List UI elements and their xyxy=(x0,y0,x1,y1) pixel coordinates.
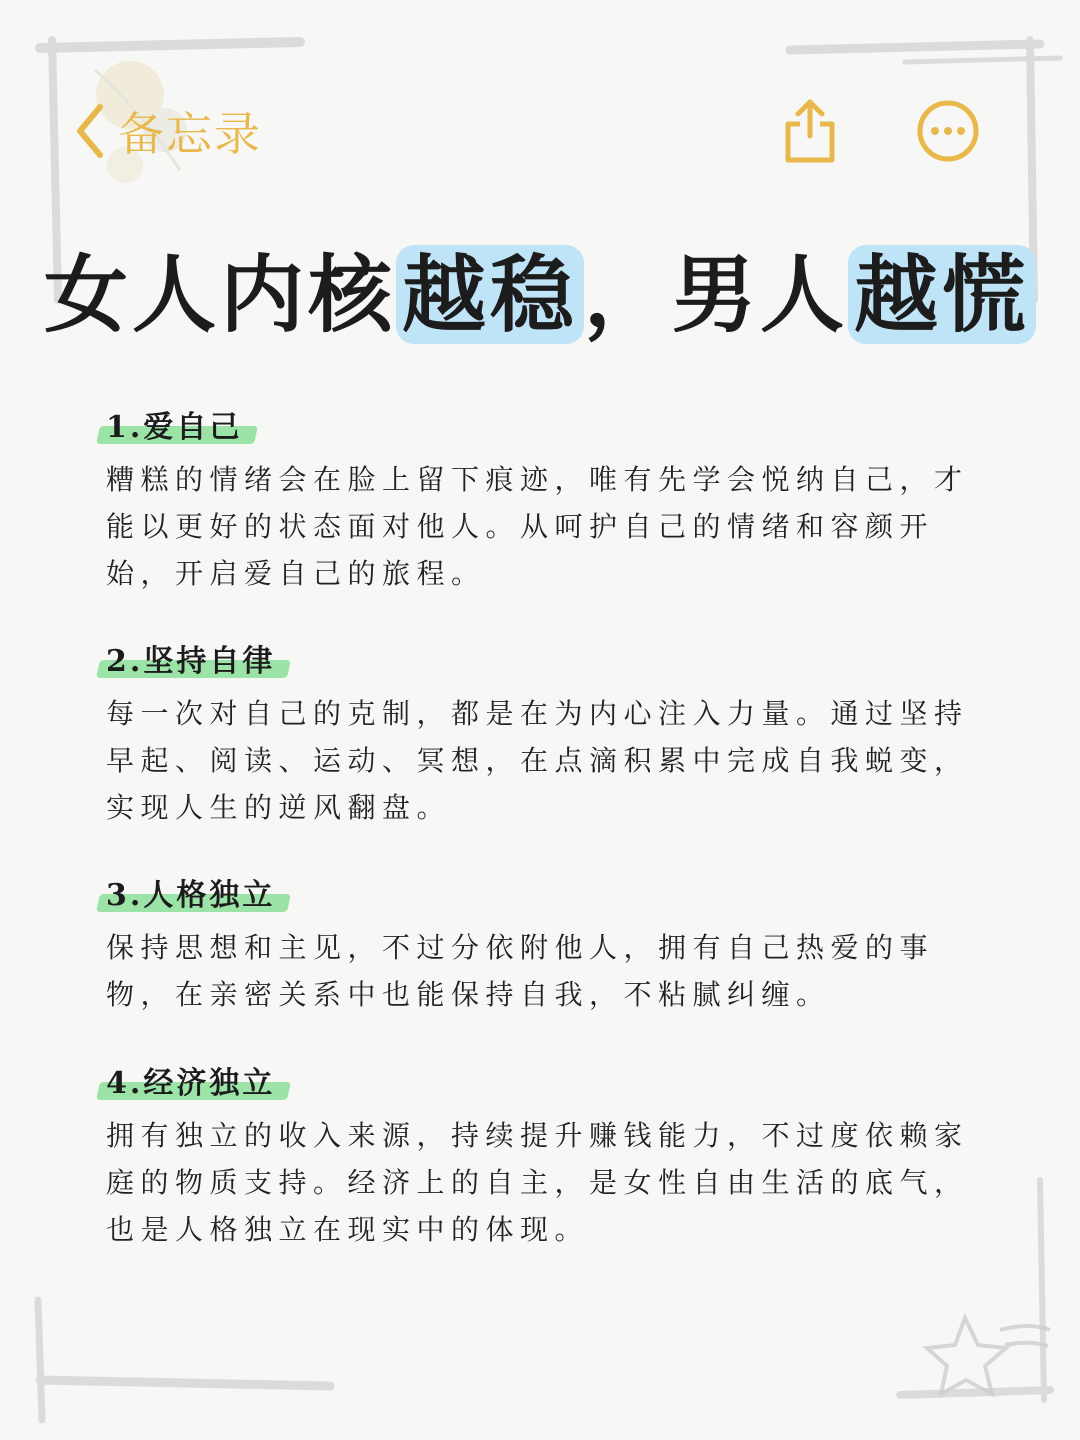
star-deco xyxy=(927,1318,1050,1394)
navigation-bar xyxy=(0,88,1080,178)
section-heading: 2.坚持自律 xyxy=(106,636,279,680)
page-title xyxy=(0,228,1080,349)
section-independent-personality xyxy=(106,870,986,1018)
section-body: 糟糕的情绪会在脸上留下痕迹，唯有先学会悦纳自己，才能以更好的状态面对他人。从呵护自己的情绪和容颜开始，开启爱自己的旅程。 xyxy=(106,463,969,590)
section-heading: 4.经济独立 xyxy=(106,1058,279,1102)
section-heading: 1.爱自己 xyxy=(106,402,246,446)
section-self-discipline xyxy=(106,636,986,831)
title-highlight-1: 越稳 xyxy=(396,245,584,344)
section-body: 保持思想和主见，不过分依附他人，拥有自己热爱的事物，在亲密关系中也能保持自我，不粘腻纠缠。 xyxy=(106,931,935,1011)
section-love-yourself xyxy=(106,402,986,597)
section-body: 拥有独立的收入来源，持续提升赚钱能力，不过度依赖家庭的物质支持。经济上的自主，是女性自由生活的底气，也是人格独立在现实中的体现。 xyxy=(106,1119,969,1246)
back-button[interactable] xyxy=(70,96,262,166)
share-icon[interactable] xyxy=(780,96,840,166)
chevron-left-icon xyxy=(70,101,110,161)
section-heading: 3.人格独立 xyxy=(106,870,279,914)
title-part-2: ，男人 xyxy=(584,245,849,344)
more-options-icon[interactable] xyxy=(915,98,981,164)
back-button-label: 备忘录 xyxy=(118,107,262,161)
section-body: 每一次对自己的克制，都是在为内心注入力量。通过坚持早起、阅读、运动、冥想，在点滴积累中完成自我蜕变，实现人生的逆风翻盘。 xyxy=(106,697,969,824)
title-highlight-2: 越慌 xyxy=(848,245,1036,344)
title-part-1: 女人内核 xyxy=(43,245,396,344)
section-financial-independence xyxy=(106,1058,986,1253)
